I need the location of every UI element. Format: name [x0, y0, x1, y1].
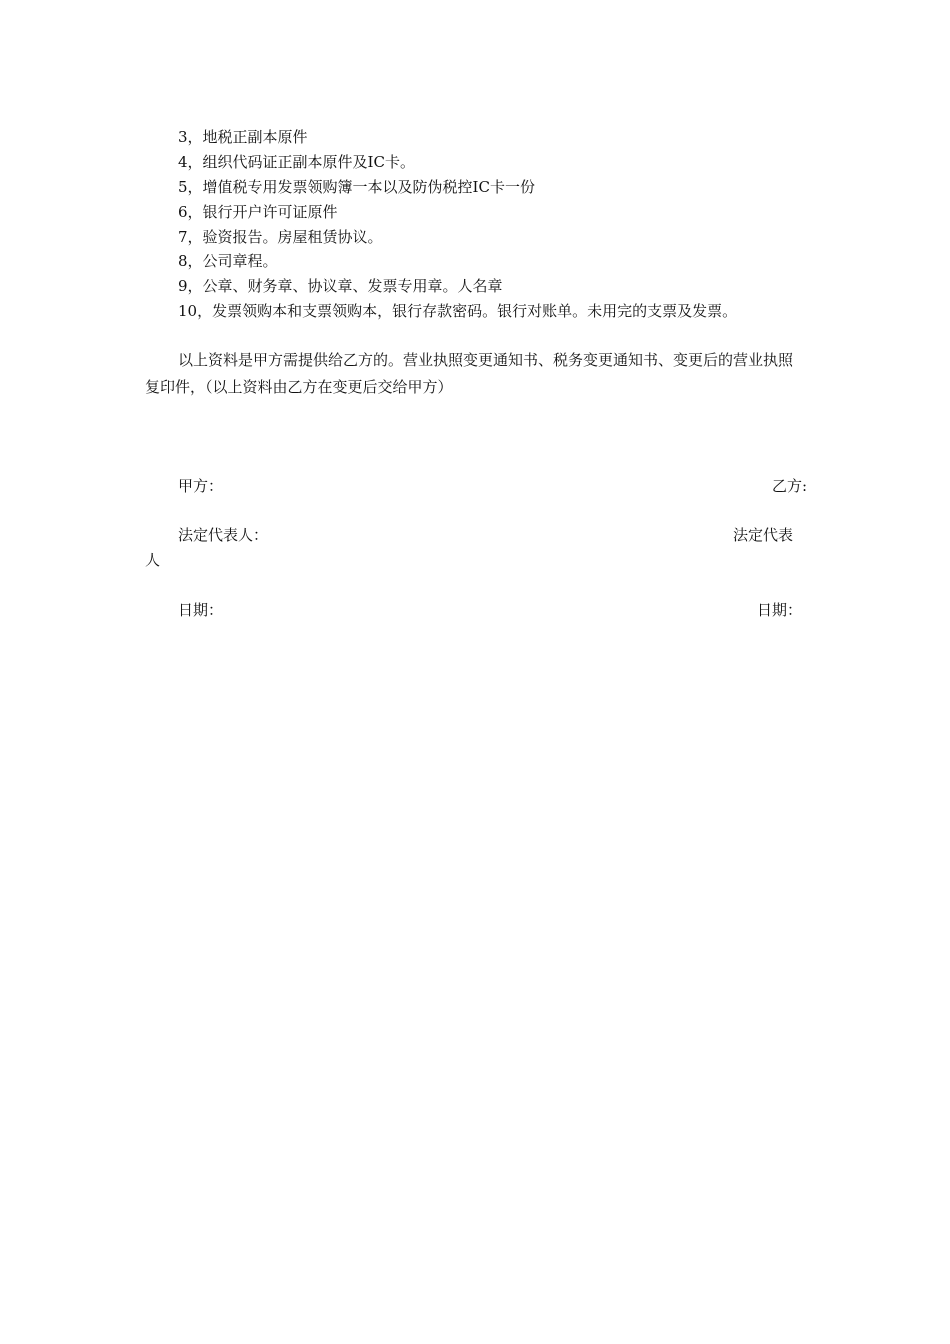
party-a-label: 甲方： [178, 477, 224, 495]
legal-rep-a-label: 法定代表人： [178, 526, 269, 544]
list-item: 10，发票领购本和支票领购本，银行存款密码。银行对账单。未用完的支票及发票。 [178, 302, 738, 321]
date-a-label: 日期： [178, 601, 224, 619]
party-b-label: 乙方: [772, 477, 808, 495]
list-item: 6，银行开户许可证原件 [178, 202, 338, 221]
legal-rep-b-label: 法定代表 [733, 526, 794, 544]
legal-rep-b-label-wrap: 人 [145, 551, 161, 569]
list-item: 9，公章、财务章、协议章、发票专用章。人名章 [178, 277, 503, 296]
materials-list [178, 125, 818, 324]
date-b-label: 日期： [757, 601, 803, 619]
list-item: 3，地税正副本原件 [178, 128, 308, 146]
summary-paragraph: 以上资料是甲方需提供给乙方的。营业执照变更通知书、税务变更通知书、变更后的营业执照复印件，（以上资料由乙方在变更后交给甲方） [145, 351, 794, 396]
list-item: 4，组织代码证正副本原件及IC卡。 [178, 152, 415, 171]
list-item: 7，验资报告。房屋租赁协议。 [178, 227, 383, 246]
list-item: 5，增值税专用发票领购簿一本以及防伪税控IC卡一份 [178, 177, 535, 196]
list-item: 8，公司章程。 [178, 252, 278, 271]
